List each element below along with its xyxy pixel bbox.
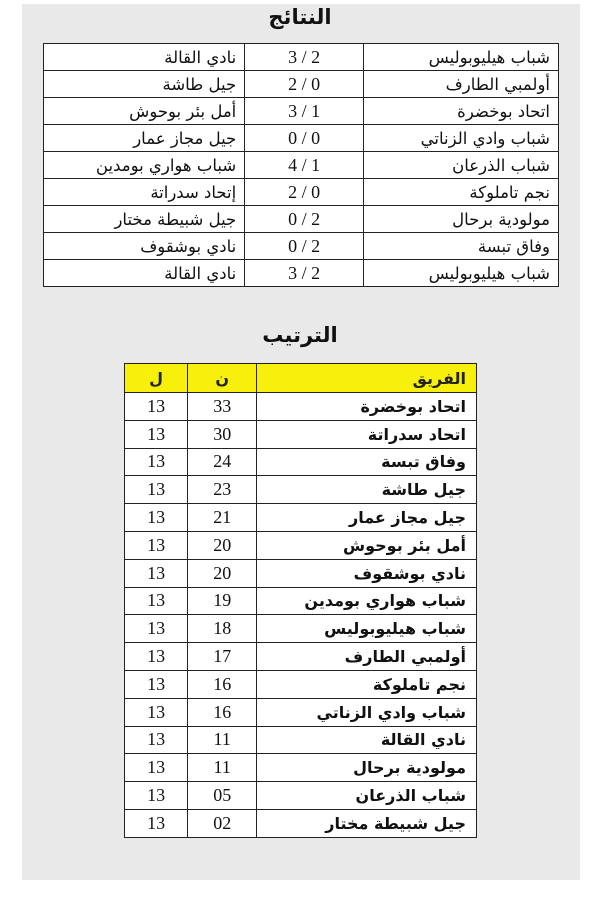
result-row xyxy=(44,152,559,179)
results-table xyxy=(43,43,559,287)
points: 02 xyxy=(188,809,257,837)
home-team: وفاق تبسة xyxy=(363,233,558,260)
games-played: 13 xyxy=(125,615,188,643)
home-team: نجم تاملوكة xyxy=(363,179,558,206)
team-name: نادي القالة xyxy=(257,726,477,754)
home-team: شباب هيليوبوليس xyxy=(363,260,558,287)
games-played: 13 xyxy=(125,393,188,421)
home-team: شباب هيليوبوليس xyxy=(363,44,558,71)
home-team: شباب وادي الزناتي xyxy=(363,125,558,152)
points: 30 xyxy=(188,420,257,448)
games-played: 13 xyxy=(125,559,188,587)
home-team: شباب الذرعان xyxy=(363,152,558,179)
match-score: 2 / 0 xyxy=(245,179,364,206)
points: 11 xyxy=(188,754,257,782)
standings-row xyxy=(125,476,477,504)
team-name: أولمبي الطارف xyxy=(257,643,477,671)
standings-row xyxy=(125,559,477,587)
standings-body xyxy=(125,393,477,838)
result-row xyxy=(44,98,559,125)
standings-row xyxy=(125,782,477,810)
points: 20 xyxy=(188,559,257,587)
away-team: نادي القالة xyxy=(44,260,245,287)
away-team: شباب هواري بومدين xyxy=(44,152,245,179)
team-name: جيل شبيطة مختار xyxy=(257,809,477,837)
points: 11 xyxy=(188,726,257,754)
standings-title: الترتيب xyxy=(262,323,338,347)
away-team: جيل شبيطة مختار xyxy=(44,206,245,233)
games-played: 13 xyxy=(125,504,188,532)
team-name: نادي بوشقوف xyxy=(257,559,477,587)
standings-row xyxy=(125,531,477,559)
result-row xyxy=(44,125,559,152)
team-name: جيل مجاز عمار xyxy=(257,504,477,532)
games-played: 13 xyxy=(125,448,188,476)
standings-row xyxy=(125,504,477,532)
team-name: نجم تاملوكة xyxy=(257,670,477,698)
games-played: 13 xyxy=(125,754,188,782)
games-played: 13 xyxy=(125,643,188,671)
away-team: جيل طاشة xyxy=(44,71,245,98)
match-score: 4 / 1 xyxy=(245,152,364,179)
points: 33 xyxy=(188,393,257,421)
games-played: 13 xyxy=(125,587,188,615)
home-team: اتحاد بوخضرة xyxy=(363,98,558,125)
team-name: جيل طاشة xyxy=(257,476,477,504)
points: 24 xyxy=(188,448,257,476)
team-name: شباب هيليوبوليس xyxy=(257,615,477,643)
standings-header-row xyxy=(125,364,477,393)
points: 17 xyxy=(188,643,257,671)
away-team: جيل مجاز عمار xyxy=(44,125,245,152)
games-played: 13 xyxy=(125,726,188,754)
points: 16 xyxy=(188,698,257,726)
team-name: شباب وادي الزناتي xyxy=(257,698,477,726)
match-score: 0 / 2 xyxy=(245,206,364,233)
games-played: 13 xyxy=(125,782,188,810)
header-played: ل xyxy=(125,364,188,393)
home-team: مولودية برحال xyxy=(363,206,558,233)
match-score: 3 / 2 xyxy=(245,44,364,71)
standings-row xyxy=(125,615,477,643)
standings-row xyxy=(125,643,477,671)
result-row xyxy=(44,233,559,260)
team-name: اتحاد سدراتة xyxy=(257,420,477,448)
standings-row xyxy=(125,726,477,754)
team-name: شباب هواري بومدين xyxy=(257,587,477,615)
result-row xyxy=(44,44,559,71)
result-row xyxy=(44,71,559,98)
standings-row xyxy=(125,809,477,837)
header-points: ن xyxy=(188,364,257,393)
standings-row xyxy=(125,698,477,726)
team-name: وفاق تبسة xyxy=(257,448,477,476)
standings-row xyxy=(125,670,477,698)
games-played: 13 xyxy=(125,531,188,559)
team-name: اتحاد بوخضرة xyxy=(257,393,477,421)
results-title: النتائج xyxy=(268,5,332,29)
result-row xyxy=(44,260,559,287)
home-team: أولمبي الطارف xyxy=(363,71,558,98)
result-row xyxy=(44,206,559,233)
header-team: الفريق xyxy=(257,364,477,393)
standings-row xyxy=(125,587,477,615)
match-score: 0 / 2 xyxy=(245,233,364,260)
match-score: 3 / 1 xyxy=(245,98,364,125)
team-name: مولودية برحال xyxy=(257,754,477,782)
match-score: 2 / 0 xyxy=(245,71,364,98)
standings-table xyxy=(124,363,477,838)
games-played: 13 xyxy=(125,670,188,698)
standings-row xyxy=(125,420,477,448)
games-played: 13 xyxy=(125,476,188,504)
points: 23 xyxy=(188,476,257,504)
games-played: 13 xyxy=(125,420,188,448)
match-score: 3 / 2 xyxy=(245,260,364,287)
standings-row xyxy=(125,448,477,476)
away-team: نادي بوشقوف xyxy=(44,233,245,260)
points: 05 xyxy=(188,782,257,810)
away-team: نادي القالة xyxy=(44,44,245,71)
away-team: أمل بئر بوحوش xyxy=(44,98,245,125)
standings-row xyxy=(125,754,477,782)
points: 20 xyxy=(188,531,257,559)
points: 19 xyxy=(188,587,257,615)
standings-row xyxy=(125,393,477,421)
games-played: 13 xyxy=(125,698,188,726)
team-name: أمل بئر بوحوش xyxy=(257,531,477,559)
result-row xyxy=(44,179,559,206)
away-team: إتحاد سدراتة xyxy=(44,179,245,206)
match-score: 0 / 0 xyxy=(245,125,364,152)
points: 21 xyxy=(188,504,257,532)
points: 18 xyxy=(188,615,257,643)
points: 16 xyxy=(188,670,257,698)
results-body xyxy=(44,44,559,287)
team-name: شباب الذرعان xyxy=(257,782,477,810)
games-played: 13 xyxy=(125,809,188,837)
